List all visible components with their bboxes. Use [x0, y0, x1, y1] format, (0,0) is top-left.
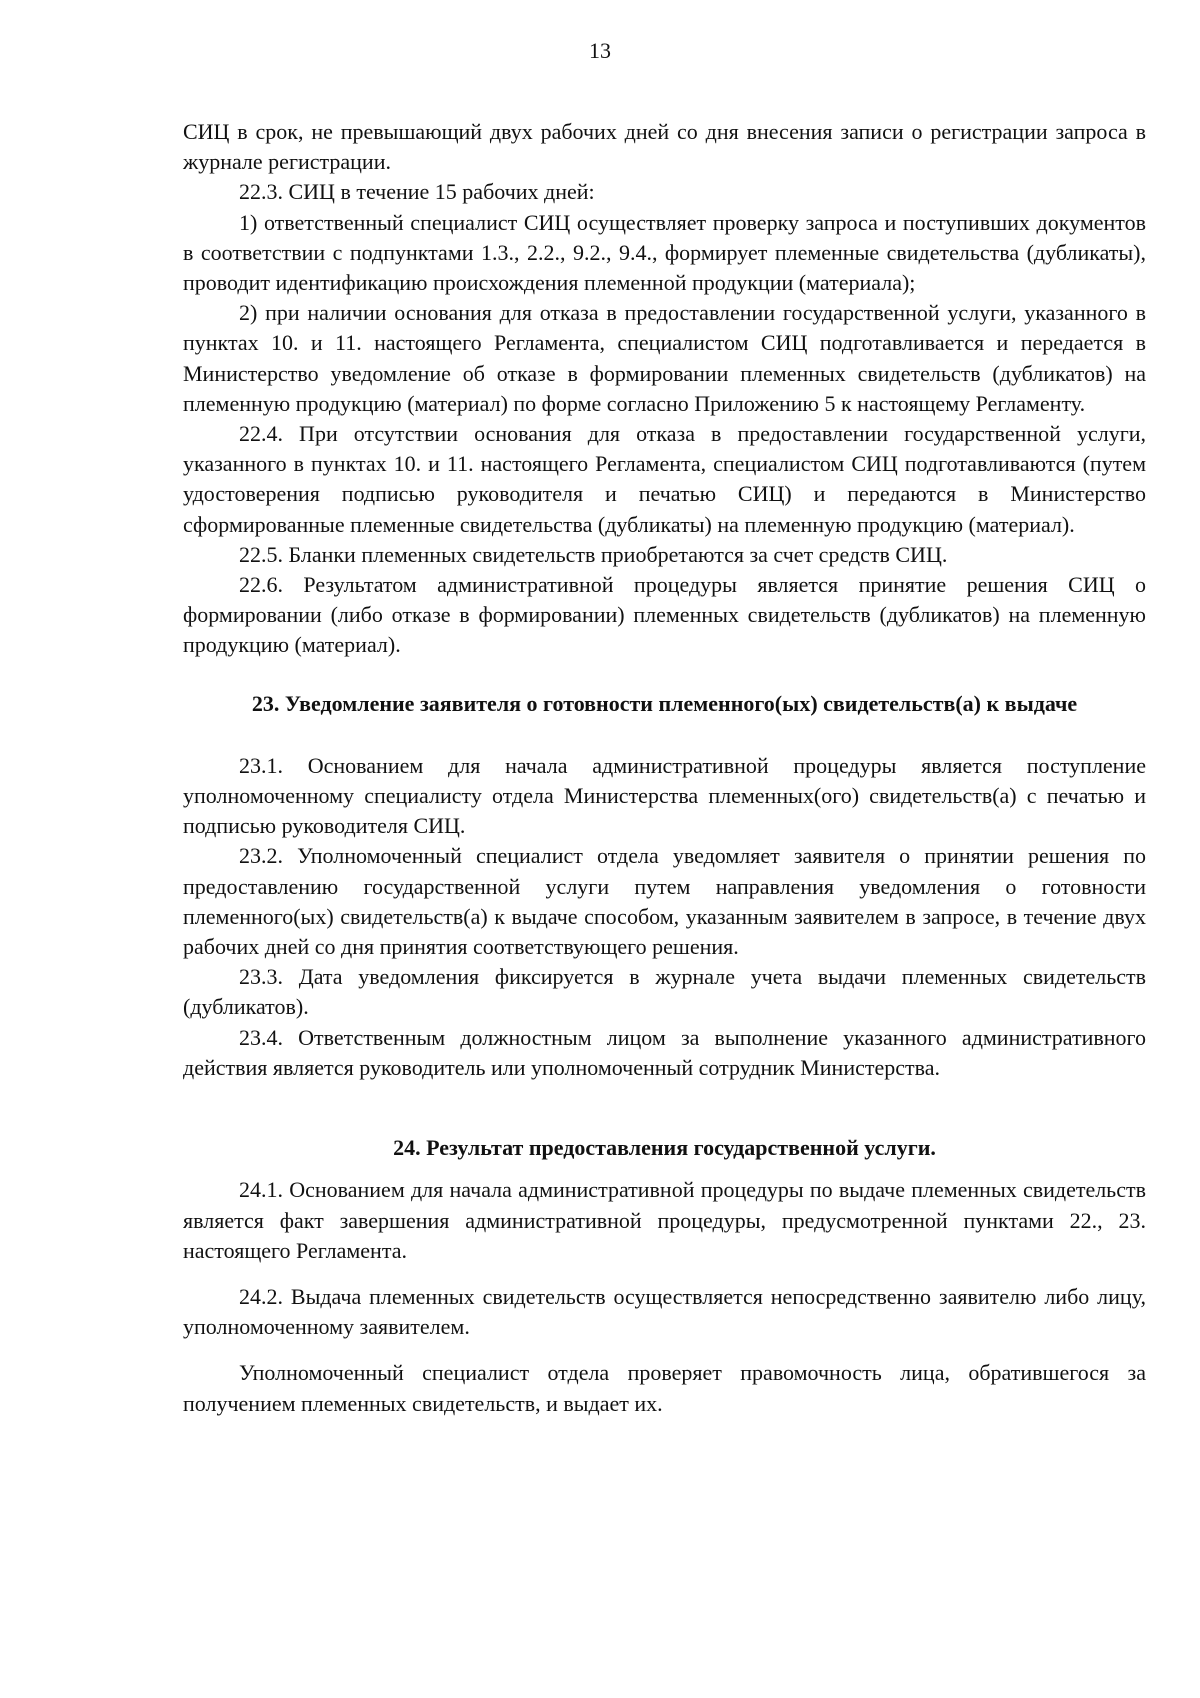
section-heading-24: 24. Результат предоставления государственной услуги.: [393, 1135, 936, 1161]
section-heading-23: 23. Уведомление заявителя о готовности племенного(ых) свидетельств(а) к выдаче: [251, 690, 1078, 716]
paragraph: Уполномоченный специалист отдела проверяет правомочность лица, обратившегося за получением племенных свидетельств, и выдает их.: [183, 1360, 1146, 1416]
paragraph: 23.2. Уполномоченный специалист отдела уведомляет заявителя о принятии решения по предоставлению государственной услуги путем направления уведомления о готовности племенного(ых) свидетельств(а) к выдаче способом, указанным заявителем в запросе, в течение двух рабочих дней со дня принятия соответствующего решения.: [183, 843, 1146, 960]
paragraph: 22.4. При отсутствии основания для отказа в предоставлении государственной услуги, указанного в пунктах 10. и 11. настоящего Регламента, специалистом СИЦ подготавливаются (путем удостоверения подписью руководителя и печатью СИЦ) и передаются в Министерство сформированные племенные свидетельства (дубликаты) на племенную продукцию (материал).: [183, 421, 1146, 537]
paragraph: 23.3. Дата уведомления фиксируется в журнале учета выдачи племенных свидетельств (дубликатов).: [183, 964, 1146, 1020]
paragraph: 2) при наличии основания для отказа в предоставлении государственной услуги, указанного в пунктах 10. и 11. настоящего Регламента, специалистом СИЦ подготавливается и передается в Министерство уведомление об отказе в формировании племенных свидетельств (дубликатов) на племенную продукцию (материал) по форме согласно Приложению 5 к настоящему Регламенту.: [183, 300, 1146, 416]
page-number: 13: [589, 38, 611, 63]
paragraph: 22.3. СИЦ в течение 15 рабочих дней:: [239, 179, 595, 205]
paragraph: 22.6. Результатом административной процедуры является принятие решения СИЦ о формировании (либо отказе в формировании) племенных свидетельств (дубликатов) на племенную продукцию (материал).: [183, 572, 1146, 658]
paragraph: 23.1. Основанием для начала административной процедуры является поступление уполномоченному специалисту отдела Министерства племенных(ого) свидетельств(а) с печатью и подписью руководителя СИЦ.: [183, 752, 1146, 839]
paragraph: 23.4. Ответственным должностным лицом за выполнение указанного административного действия является руководитель или уполномоченный сотрудник Министерства.: [183, 1024, 1146, 1080]
paragraph: СИЦ в срок, не превышающий двух рабочих дней со дня внесения записи о регистрации запроса в журнале регистрации.: [183, 119, 1146, 175]
paragraph: 24.2. Выдача племенных свидетельств осуществляется непосредственно заявителю либо лицу, уполномоченному заявителем.: [183, 1283, 1146, 1340]
paragraph: 22.5. Бланки племенных свидетельств приобретаются за счет средств СИЦ.: [239, 541, 948, 567]
paragraph: 1) ответственный специалист СИЦ осуществляет проверку запроса и поступивших документов в соответствии с подпунктами 1.3., 2.2., 9.2., 9.4., формирует племенные свидетельства (дубликаты), проводит идентификацию происхождения племенной продукции (материала);: [183, 209, 1146, 296]
paragraph: 24.1. Основанием для начала административной процедуры по выдаче племенных свидетельств является факт завершения административной процедуры, предусмотренной пунктами 22., 23. настоящего Регламента.: [183, 1177, 1146, 1263]
document-body: [183, 117, 1146, 1419]
